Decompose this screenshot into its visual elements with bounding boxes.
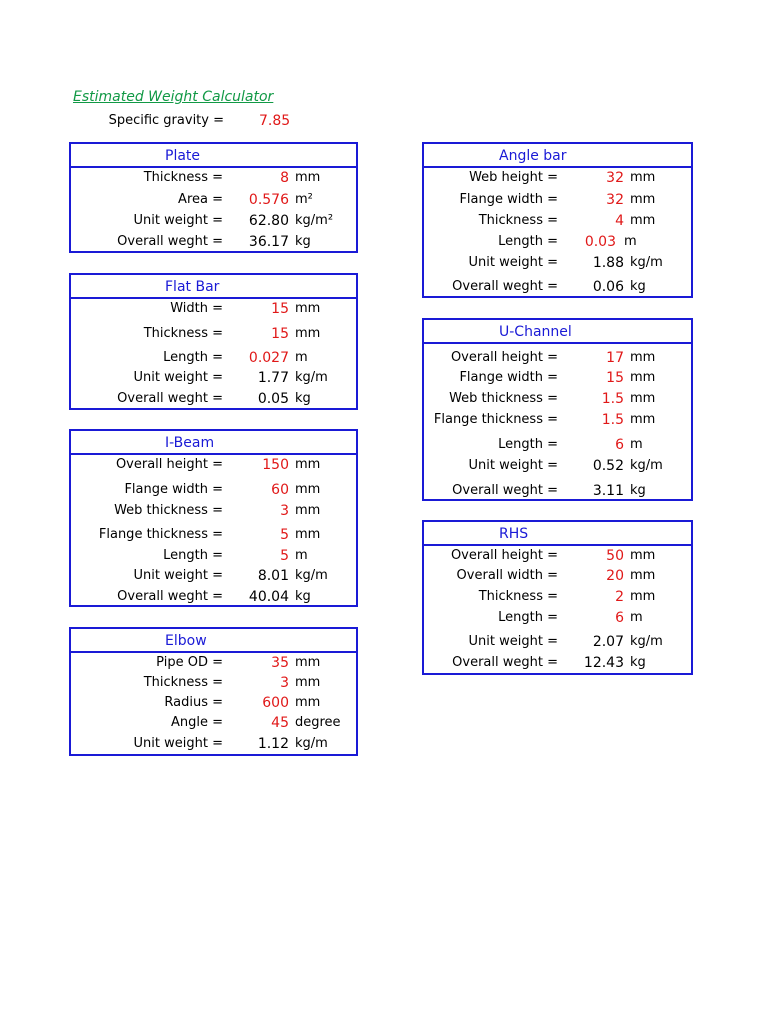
row-label: Flange width = <box>124 482 223 497</box>
row-value: 0.06 <box>592 279 624 295</box>
row-value: 1.88 <box>592 255 624 271</box>
row-unit: mm <box>630 350 656 365</box>
row-label: Thickness = <box>143 675 223 690</box>
row-unit: mm <box>295 527 321 542</box>
row-value[interactable]: 0.03 <box>584 234 616 250</box>
row-label: Overall weght = <box>117 234 223 249</box>
row-value[interactable]: 45 <box>271 715 289 731</box>
row-unit: mm <box>295 482 321 497</box>
row-unit: mm <box>630 548 656 563</box>
specific-gravity-value[interactable]: 7.85 <box>259 113 291 129</box>
row-label: Unit weight = <box>468 255 558 270</box>
row-value[interactable]: 35 <box>271 655 289 671</box>
i-beam-row-flange-width <box>71 480 356 500</box>
row-unit: mm <box>295 695 321 710</box>
row-label: Overall height = <box>450 350 558 365</box>
row-label: Thickness = <box>143 170 223 185</box>
rhs-row-overall-width <box>424 566 691 586</box>
u-channel-row-length <box>424 435 691 455</box>
row-label: Overall weght = <box>117 391 223 406</box>
row-label: Thickness = <box>143 326 223 341</box>
row-value: 12.43 <box>583 655 624 671</box>
row-unit: mm <box>295 503 321 518</box>
row-value[interactable]: 1.5 <box>601 391 624 407</box>
row-label: Unit weight = <box>133 370 223 385</box>
row-unit: mm <box>630 213 656 228</box>
row-value[interactable]: 20 <box>606 568 624 584</box>
row-unit: kg <box>295 391 311 406</box>
i-beam-header <box>71 431 356 455</box>
elbow-row-angle <box>71 713 356 733</box>
row-label: Unit weight = <box>133 568 223 583</box>
elbow-header <box>71 629 356 653</box>
plate-row-unit-weight <box>71 211 356 231</box>
row-label: Overall weght = <box>452 483 558 498</box>
row-label: Length = <box>163 548 223 563</box>
row-value: 3.11 <box>592 483 624 499</box>
row-label: Overall weght = <box>452 655 558 670</box>
row-unit: mm <box>630 568 656 583</box>
row-value: 0.05 <box>257 391 289 407</box>
row-label: Thickness = <box>478 213 558 228</box>
row-value: 40.04 <box>248 589 289 605</box>
flat-bar-row-length <box>71 348 356 368</box>
plate-row-thickness <box>71 168 356 188</box>
row-label: Flange width = <box>459 370 558 385</box>
row-value[interactable]: 6 <box>615 437 624 453</box>
row-value: 8.01 <box>257 568 289 584</box>
row-value[interactable]: 5 <box>280 527 289 543</box>
row-unit: kg/m <box>295 736 328 751</box>
row-unit: kg/m <box>630 634 663 649</box>
flat-bar-panel <box>69 273 358 410</box>
row-value: 1.12 <box>257 736 289 752</box>
row-value[interactable]: 6 <box>615 610 624 626</box>
row-label: Overall width = <box>456 568 558 583</box>
row-value: 0.52 <box>592 458 624 474</box>
i-beam-panel <box>69 429 358 607</box>
angle-bar-row-unit-weight <box>424 253 691 273</box>
rhs-row-overall-height <box>424 546 691 566</box>
angle-bar-row-flange-width <box>424 190 691 210</box>
row-value[interactable]: 8 <box>280 170 289 186</box>
row-label: Length = <box>498 610 558 625</box>
row-unit: mm <box>630 170 656 185</box>
flat-bar-row-thickness <box>71 324 356 344</box>
angle-bar-row-length <box>424 232 691 252</box>
u-channel-row-overall-height <box>424 348 691 368</box>
row-label: Web height = <box>469 170 558 185</box>
rhs-row-unit-weight <box>424 632 691 652</box>
row-value: 36.17 <box>248 234 289 250</box>
row-label: Unit weight = <box>133 736 223 751</box>
row-unit: m <box>624 234 637 249</box>
row-value[interactable]: 0.576 <box>248 192 289 208</box>
row-unit: kg <box>295 589 311 604</box>
elbow-title: Elbow <box>165 633 207 649</box>
rhs-title: RHS <box>499 526 529 542</box>
row-label: Flange thickness = <box>98 527 223 542</box>
i-beam-row-overall-weight <box>71 587 356 607</box>
angle-bar-header <box>424 144 691 168</box>
row-value[interactable]: 60 <box>271 482 289 498</box>
elbow-row-thickness <box>71 673 356 693</box>
row-value[interactable]: 150 <box>262 457 289 473</box>
row-label: Unit weight = <box>468 458 558 473</box>
rhs-row-overall-weight <box>424 653 691 673</box>
row-label: Thickness = <box>478 589 558 604</box>
row-label: Overall weght = <box>117 589 223 604</box>
row-value[interactable]: 32 <box>606 192 624 208</box>
row-label: Unit weight = <box>468 634 558 649</box>
row-label: Width = <box>170 301 223 316</box>
row-label: Web thickness = <box>114 503 223 518</box>
row-value[interactable]: 2 <box>615 589 624 605</box>
u-channel-row-flange-width <box>424 368 691 388</box>
flat-bar-row-width <box>71 299 356 319</box>
row-label: Overall weght = <box>452 279 558 294</box>
row-value[interactable]: 15 <box>606 370 624 386</box>
row-unit: m <box>630 610 643 625</box>
row-unit: mm <box>630 192 656 207</box>
row-unit: kg/m² <box>295 213 334 228</box>
row-unit: mm <box>295 301 321 316</box>
row-value[interactable]: 15 <box>271 301 289 317</box>
row-unit: kg/m <box>295 370 328 385</box>
u-channel-row-unit-weight <box>424 456 691 476</box>
row-label: Length = <box>498 234 558 249</box>
row-unit: mm <box>295 457 321 472</box>
row-value[interactable]: 3 <box>280 503 289 519</box>
row-label: Flange width = <box>459 192 558 207</box>
u-channel-row-overall-weight <box>424 481 691 501</box>
flat-bar-header <box>71 275 356 299</box>
plate-panel <box>69 142 358 253</box>
row-value[interactable]: 50 <box>606 548 624 564</box>
row-value[interactable]: 3 <box>280 675 289 691</box>
row-unit: mm <box>630 391 656 406</box>
rhs-header <box>424 522 691 546</box>
elbow-row-radius <box>71 693 356 713</box>
u-channel-panel <box>422 318 693 501</box>
row-value[interactable]: 32 <box>606 170 624 186</box>
angle-bar-title: Angle bar <box>499 148 567 164</box>
row-label: Unit weight = <box>133 213 223 228</box>
i-beam-title: I-Beam <box>165 435 215 451</box>
i-beam-row-web-thickness <box>71 501 356 521</box>
u-channel-title: U-Channel <box>499 324 572 340</box>
row-value[interactable]: 4 <box>615 213 624 229</box>
row-unit: kg/m <box>630 458 663 473</box>
elbow-row-pipe-od <box>71 653 356 673</box>
row-label: Overall height = <box>450 548 558 563</box>
plate-header <box>71 144 356 168</box>
row-unit: mm <box>295 675 321 690</box>
row-label: Area = <box>178 192 223 207</box>
i-beam-row-overall-height <box>71 455 356 475</box>
specific-gravity-label: Specific gravity = <box>108 113 224 128</box>
row-label: Overall height = <box>115 457 223 472</box>
angle-bar-row-web-height <box>424 168 691 188</box>
row-value[interactable]: 17 <box>606 350 624 366</box>
angle-bar-row-thickness <box>424 211 691 231</box>
row-label: Length = <box>498 437 558 452</box>
row-unit: mm <box>295 655 321 670</box>
row-value: 2.07 <box>592 634 624 650</box>
row-value[interactable]: 15 <box>271 326 289 342</box>
row-value: 1.77 <box>257 370 289 386</box>
flat-bar-row-overall-weight <box>71 389 356 409</box>
u-channel-row-web-thickness <box>424 389 691 409</box>
row-value: 62.80 <box>248 213 289 229</box>
row-label: Web thickness = <box>449 391 558 406</box>
angle-bar-row-overall-weight <box>424 277 691 297</box>
row-label: Pipe OD = <box>156 655 223 670</box>
row-unit: mm <box>630 589 656 604</box>
u-channel-header <box>424 320 691 344</box>
row-unit: kg <box>630 279 646 294</box>
rhs-panel <box>422 520 693 675</box>
row-unit: kg <box>630 483 646 498</box>
row-unit: mm <box>295 326 321 341</box>
elbow-row-unit-weight <box>71 734 356 754</box>
row-unit: kg <box>630 655 646 670</box>
row-unit: kg/m <box>295 568 328 583</box>
flat-bar-row-unit-weight <box>71 368 356 388</box>
row-label: Length = <box>163 350 223 365</box>
plate-title: Plate <box>165 148 201 164</box>
specific-gravity-row <box>0 111 768 131</box>
elbow-panel <box>69 627 358 756</box>
i-beam-row-length <box>71 546 356 566</box>
row-unit: m <box>295 548 308 563</box>
angle-bar-panel <box>422 142 693 298</box>
row-unit: m <box>630 437 643 452</box>
plate-row-area <box>71 190 356 210</box>
rhs-row-length <box>424 608 691 628</box>
row-unit: kg <box>295 234 311 249</box>
row-unit: mm <box>630 370 656 385</box>
plate-row-overall-weight <box>71 232 356 252</box>
row-unit: m <box>295 350 308 365</box>
row-value[interactable]: 0.027 <box>248 350 289 366</box>
u-channel-row-flange-thickness <box>424 410 691 430</box>
row-unit: mm <box>630 412 656 427</box>
page-title: Estimated Weight Calculator <box>73 89 274 105</box>
row-unit: degree <box>295 715 341 730</box>
row-label: Radius = <box>164 695 223 710</box>
row-unit: mm <box>295 170 321 185</box>
flat-bar-title: Flat Bar <box>165 279 220 295</box>
row-label: Flange thickness = <box>433 412 558 427</box>
row-unit: kg/m <box>630 255 663 270</box>
row-value[interactable]: 1.5 <box>601 412 624 428</box>
row-value[interactable]: 600 <box>262 695 289 711</box>
row-value[interactable]: 5 <box>280 548 289 564</box>
rhs-row-thickness <box>424 587 691 607</box>
row-unit: m² <box>295 192 313 207</box>
i-beam-row-unit-weight <box>71 566 356 586</box>
row-label: Angle = <box>170 715 223 730</box>
i-beam-row-flange-thickness <box>71 525 356 545</box>
